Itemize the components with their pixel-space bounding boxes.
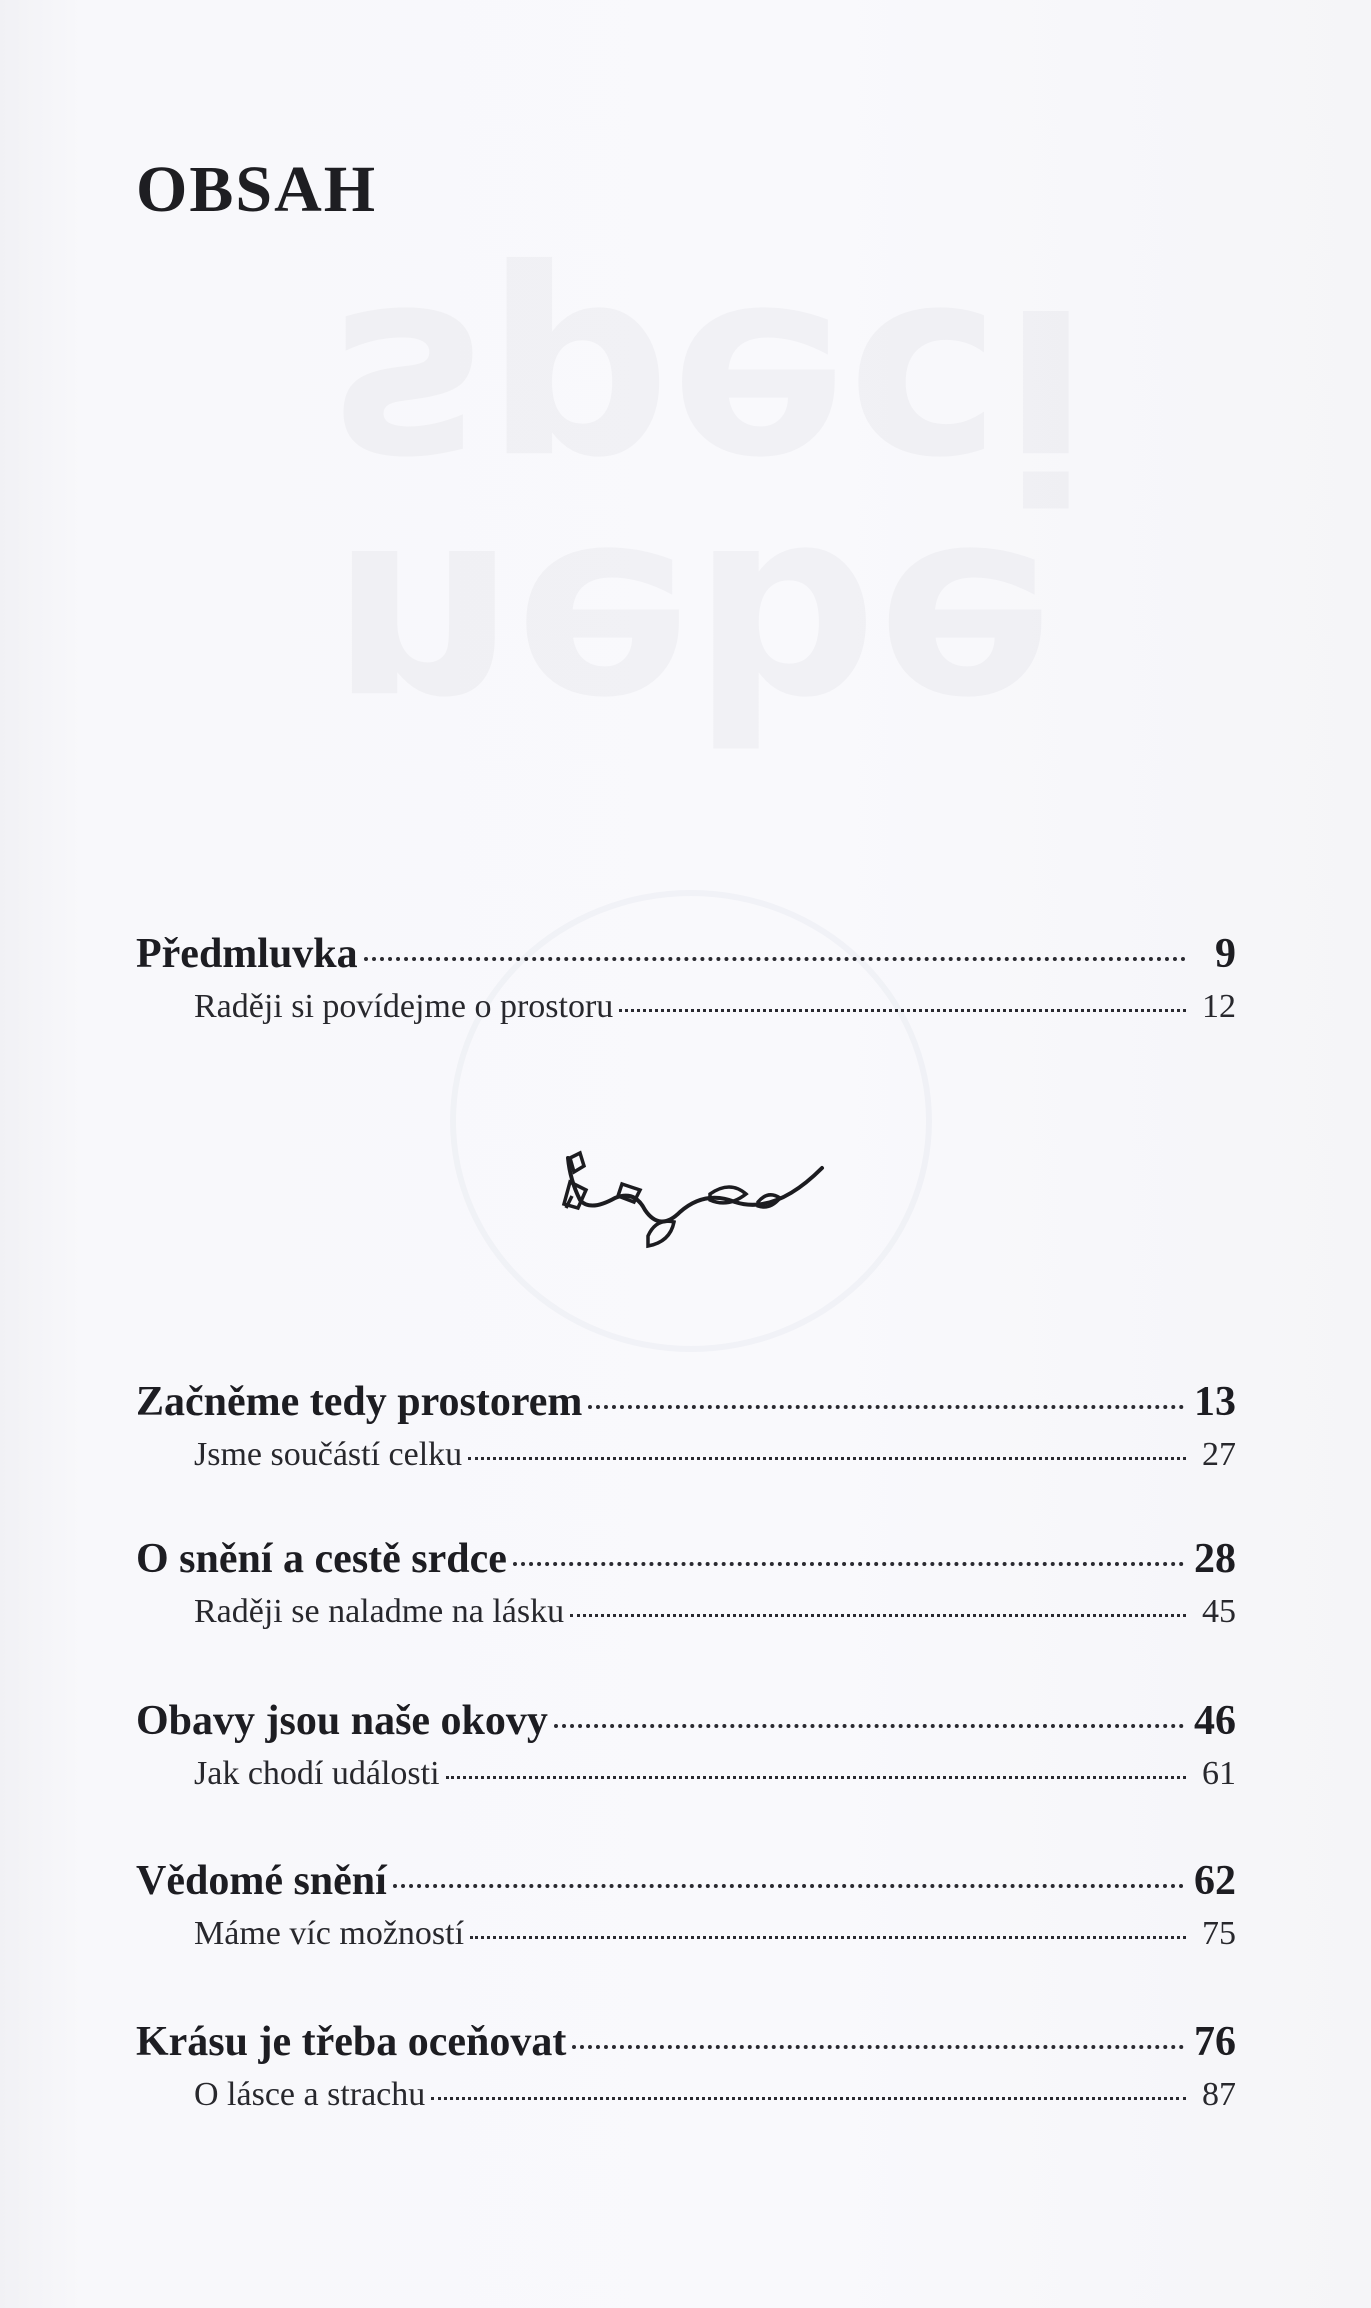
toc-subchapter-label: Máme víc možností: [194, 1915, 465, 1952]
dot-leader: [619, 1009, 1186, 1012]
toc-chapter-row: [136, 2018, 1236, 2066]
toc-chapter-label: Předmluvka: [136, 931, 358, 977]
toc-section-2: [136, 1535, 1236, 1631]
toc-chapter-row: [136, 1378, 1236, 1426]
toc-page-number: 87: [1202, 2076, 1236, 2113]
toc-page-number: 45: [1202, 1593, 1236, 1630]
toc-section-3: [136, 1697, 1236, 1793]
toc-chapter-row: [136, 1535, 1236, 1583]
dot-leader: [554, 1724, 1184, 1728]
toc-subchapter-label: Raději si povídejme o prostoru: [194, 988, 614, 1025]
toc-page-number: 46: [1194, 1698, 1236, 1744]
toc-subchapter-row: [136, 1593, 1236, 1631]
leafy-vine-icon: [560, 1150, 830, 1260]
show-through-background: nebe speci: [330, 249, 1091, 791]
toc-chapter-label: Obavy jsou naše okovy: [136, 1698, 548, 1744]
toc-preface: [136, 930, 1236, 1026]
toc-page-number: 27: [1202, 1436, 1236, 1473]
toc-page-number: 9: [1215, 931, 1236, 977]
toc-subchapter-row: [136, 2076, 1236, 2114]
toc-section-1: [136, 1378, 1236, 1474]
dot-leader: [572, 2045, 1184, 2049]
dot-leader: [446, 1776, 1186, 1779]
toc-page-number: 61: [1202, 1755, 1236, 1792]
dot-leader: [513, 1562, 1184, 1566]
dot-leader: [588, 1405, 1184, 1409]
toc-subchapter-label: Jak chodí události: [194, 1755, 440, 1792]
dot-leader: [364, 957, 1186, 961]
toc-subchapter-row: [136, 1755, 1236, 1793]
toc-chapter-row: [136, 1697, 1236, 1745]
toc-chapter-row: [136, 930, 1236, 978]
toc-subchapter-label: O lásce a strachu: [194, 2076, 426, 2113]
toc-page-number: 75: [1202, 1915, 1236, 1952]
toc-chapter-label: Vědomé snění: [136, 1858, 387, 1904]
toc-page-number: 28: [1194, 1536, 1236, 1582]
toc-subchapter-row: [136, 1436, 1236, 1474]
toc-section-4: [136, 1857, 1236, 1953]
toc-subchapter-label: Raději se naladme na lásku: [194, 1593, 565, 1630]
toc-page-number: 13: [1194, 1379, 1236, 1425]
dot-leader: [393, 1884, 1184, 1888]
toc-subchapter-row: [136, 988, 1236, 1026]
dot-leader: [431, 2097, 1186, 2100]
toc-page-number: 12: [1202, 988, 1236, 1025]
toc-chapter-row: [136, 1857, 1236, 1905]
toc-chapter-label: Krásu je třeba oceňovat: [136, 2019, 567, 2065]
toc-subchapter-row: [136, 1915, 1236, 1953]
toc-subchapter-label: Jsme součástí celku: [194, 1436, 463, 1473]
page-title: OBSAH: [136, 153, 378, 226]
toc-chapter-label: O snění a cestě srdce: [136, 1536, 507, 1582]
toc-page-number: 62: [1194, 1858, 1236, 1904]
toc-chapter-label: Začněme tedy prostorem: [136, 1379, 583, 1425]
toc-page-number: 76: [1194, 2019, 1236, 2065]
toc-section-5: [136, 2018, 1236, 2114]
dot-leader: [470, 1936, 1186, 1939]
dot-leader: [570, 1614, 1186, 1617]
dot-leader: [468, 1457, 1186, 1460]
